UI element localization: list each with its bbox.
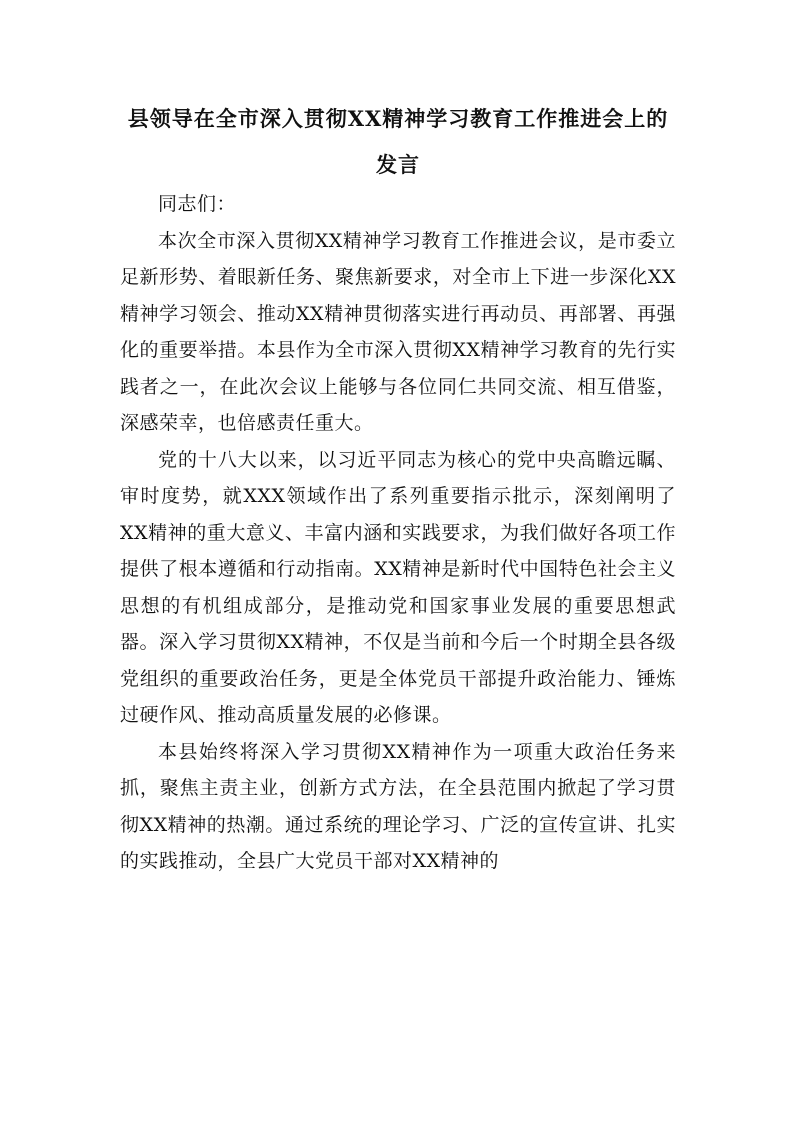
paragraph-2: 党的十八大以来，以习近平同志为核心的党中央高瞻远瞩、审时度势，就XXX领域作出了系列重要指示批示，深刻阐明了XX精神的重大意义、丰富内涵和实践要求，为我们做好各项工作提供了根本遵循和行动指南。XX精神是新时代中国特色社会主义思想的有机组成部分，是推动党和国家事业发展的重要思想武器。深入学习贯彻XX精神，不仅是当前和今后一个时期全县各级党组织的重要政治任务，更是全体党员干部提升政治能力、锤炼过硬作风、推动高质量发展的必修课。: [120, 448, 676, 726]
salutation: 同志们：: [158, 193, 237, 215]
paragraph-1: 本次全市深入贯彻XX精神学习教育工作推进会议，是市委立足新形势、着眼新任务、聚焦新要求，对全市上下进一步深化XX精神学习领会、推动XX精神贯彻落实进行再动员、再部署、再强化的重要举措。本县作为全市深入贯彻XX精神学习教育的先行实践者之一，在此次会议上能够与各位同仁共同交流、相互借鉴，深感荣幸，也倍感责任重大。: [120, 229, 676, 434]
document-title: 县领导在全市深入贯彻XX精神学习教育工作推进会上的发言: [127, 106, 669, 177]
document-body: [120, 186, 676, 880]
paragraph-3: 本县始终将深入学习贯彻XX精神作为一项重大政治任务来抓，聚焦主责主业，创新方式方法，在全县范围内掀起了学习贯彻XX精神的热潮。通过系统的理论学习、广泛的宣传宣讲、扎实的实践推动，全县广大党员干部对XX精神的: [120, 740, 676, 872]
